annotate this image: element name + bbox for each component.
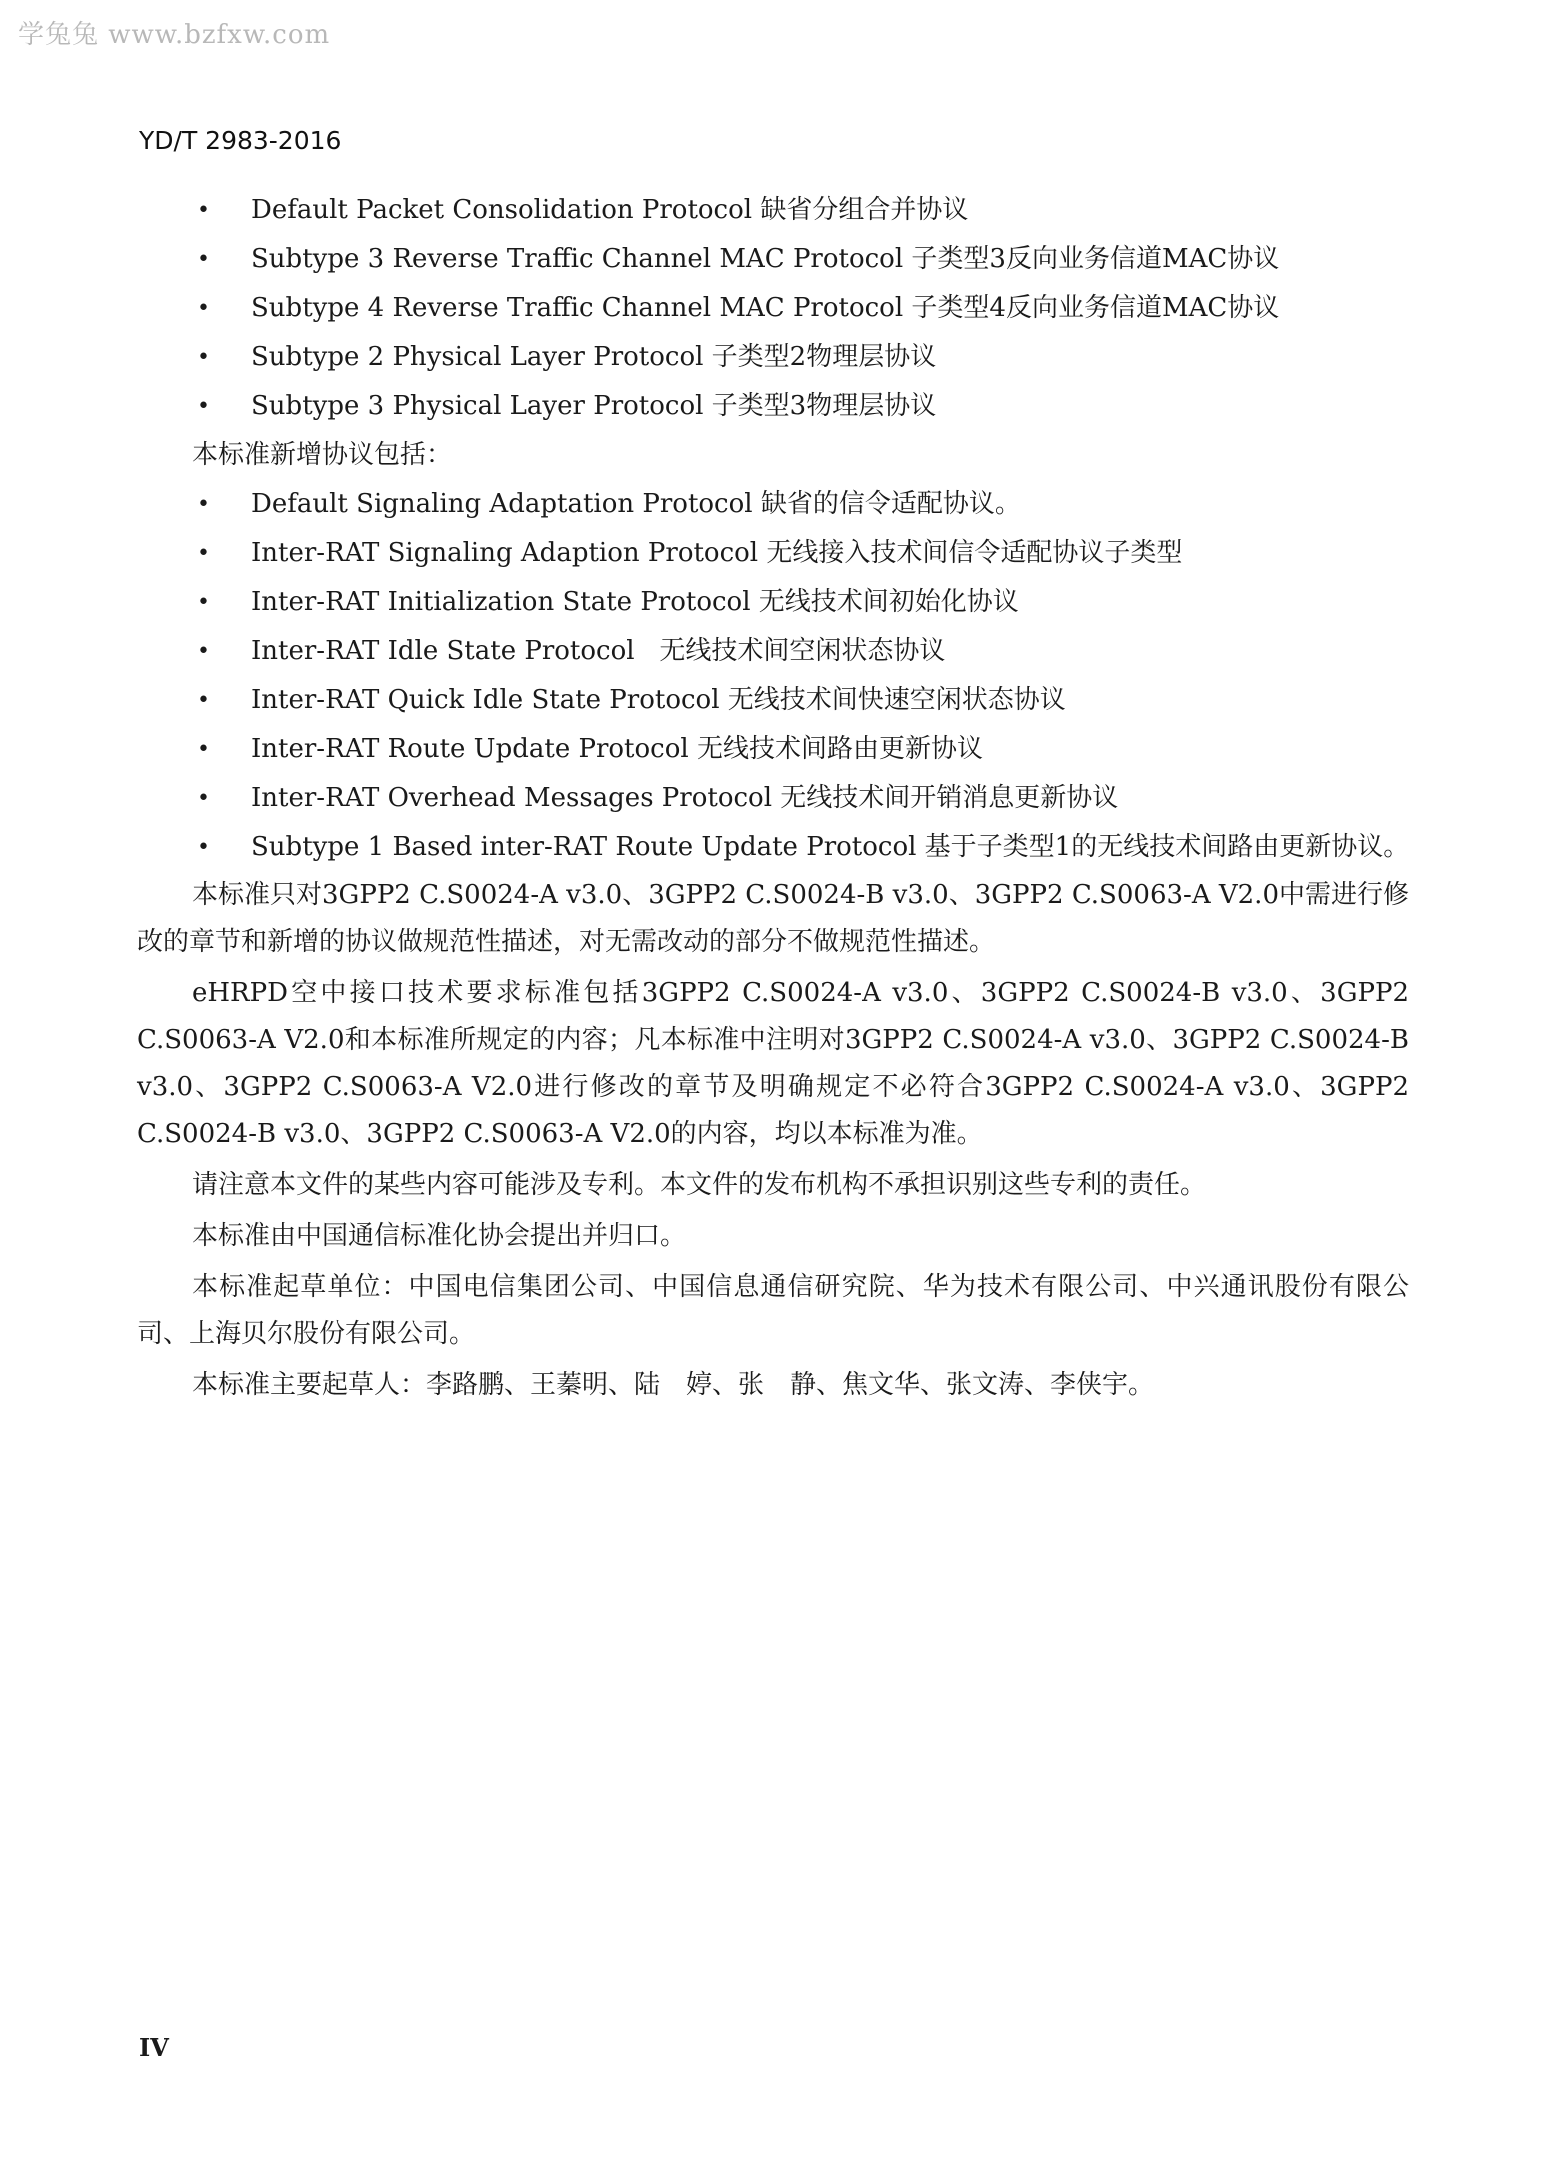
patent-paragraph: 请注意本文件的某些内容可能涉及专利。本文件的发布机构不承担识别这些专利的责任。: [192, 1170, 1207, 1200]
list-item-text: Subtype 3 Physical Layer Protocol 子类型3物理层协议: [251, 391, 937, 421]
bullet-icon: •: [197, 541, 210, 566]
list-item-text: Inter-RAT Signaling Adaption Protocol 无线接入技术间信令适配协议子类型: [251, 538, 1183, 568]
bullet-icon: •: [197, 737, 210, 762]
bullet-icon: •: [197, 786, 210, 811]
list-item: [137, 725, 1409, 774]
list-item-text: Inter-RAT Route Update Protocol 无线技术间路由更新协议: [251, 734, 983, 764]
bullet-icon: •: [197, 247, 210, 272]
list-item: [137, 676, 1409, 725]
bullet-icon: •: [197, 688, 210, 713]
list-item-text: Inter-RAT Initialization State Protocol 无线技术间初始化协议: [251, 587, 1019, 617]
bullet-icon: •: [197, 345, 210, 370]
page-body: [137, 186, 1409, 1413]
scope-paragraph: 本标准只对3GPP2 C.S0024-A v3.0、3GPP2 C.S0024-B v3.0、3GPP2 C.S0063-A V2.0中需进行修改的章节和新增的协议做规范性描述，对无需改动的部分不做规范性描述。: [137, 880, 1409, 957]
page-number: IV: [139, 2033, 169, 2062]
new-protocols-list: [137, 480, 1409, 872]
list-item: [137, 235, 1409, 284]
composition-paragraph: eHRPD空中接口技术要求标准包括3GPP2 C.S0024-A v3.0、3GPP2 C.S0024-B v3.0、3GPP2 C.S0063-A V2.0和本标准所规定的内容；凡本标准中注明对3GPP2 C.S0024-A v3.0、3GPP2 C.S0024-B v3.0、3GPP2 C.S0063-A V2.0进行修改的章节及明确规定不必符合3GPP2 C.S0024-A v3.0、3GPP2 C.S0024-B v3.0、3GPP2 C.S0063-A V2.0的内容，均以本标准为准。: [137, 978, 1409, 1149]
drafting-units-paragraph: 本标准起草单位：中国电信集团公司、中国信息通信研究院、华为技术有限公司、中兴通讯股份有限公司、上海贝尔股份有限公司。: [137, 1272, 1409, 1349]
document-code: YD/T 2983-2016: [139, 126, 342, 155]
list-item: [137, 186, 1409, 235]
bullet-icon: •: [197, 639, 210, 664]
list-item-text: Subtype 2 Physical Layer Protocol 子类型2物理层协议: [251, 342, 937, 372]
bullet-icon: •: [197, 492, 210, 517]
list-item-text: Inter-RAT Idle State Protocol 无线技术间空闲状态协议: [251, 636, 946, 666]
drafters-paragraph: 本标准主要起草人：李路鹏、王蓁明、陆 婷、张 静、焦文华、张文涛、李侠宇。: [192, 1370, 1155, 1400]
list-item: [137, 284, 1409, 333]
list-item-text: Default Signaling Adaptation Protocol 缺省的信令适配协议。: [251, 489, 1021, 519]
list-item: [137, 529, 1409, 578]
list-item: [137, 382, 1409, 431]
watermark: 学兔兔 www.bzfxw.com: [18, 20, 331, 50]
list-item-text: Subtype 1 Based inter-RAT Route Update Protocol 基于子类型1的无线技术间路由更新协议。: [251, 832, 1410, 862]
bullet-icon: •: [197, 394, 210, 419]
list-item: [137, 774, 1409, 823]
new-protocols-intro: 本标准新增协议包括：: [192, 440, 453, 470]
list-item: [137, 627, 1409, 676]
list-item: [137, 333, 1409, 382]
list-item: [137, 578, 1409, 627]
list-item: [137, 823, 1409, 872]
bullet-icon: •: [197, 590, 210, 615]
modified-protocols-list: [137, 186, 1409, 431]
list-item-text: Inter-RAT Overhead Messages Protocol 无线技术间开销消息更新协议: [251, 783, 1119, 813]
list-item-text: Default Packet Consolidation Protocol 缺省分组合并协议: [251, 195, 969, 225]
bullet-icon: •: [197, 296, 210, 321]
list-item-text: Inter-RAT Quick Idle State Protocol 无线技术间快速空闲状态协议: [251, 685, 1066, 715]
list-item: [137, 480, 1409, 529]
bullet-icon: •: [197, 835, 210, 860]
bullet-icon: •: [197, 198, 210, 223]
proposer-paragraph: 本标准由中国通信标准化协会提出并归口。: [192, 1221, 687, 1251]
list-item-text: Subtype 4 Reverse Traffic Channel MAC Protocol 子类型4反向业务信道MAC协议: [251, 293, 1280, 323]
list-item-text: Subtype 3 Reverse Traffic Channel MAC Protocol 子类型3反向业务信道MAC协议: [251, 244, 1280, 274]
